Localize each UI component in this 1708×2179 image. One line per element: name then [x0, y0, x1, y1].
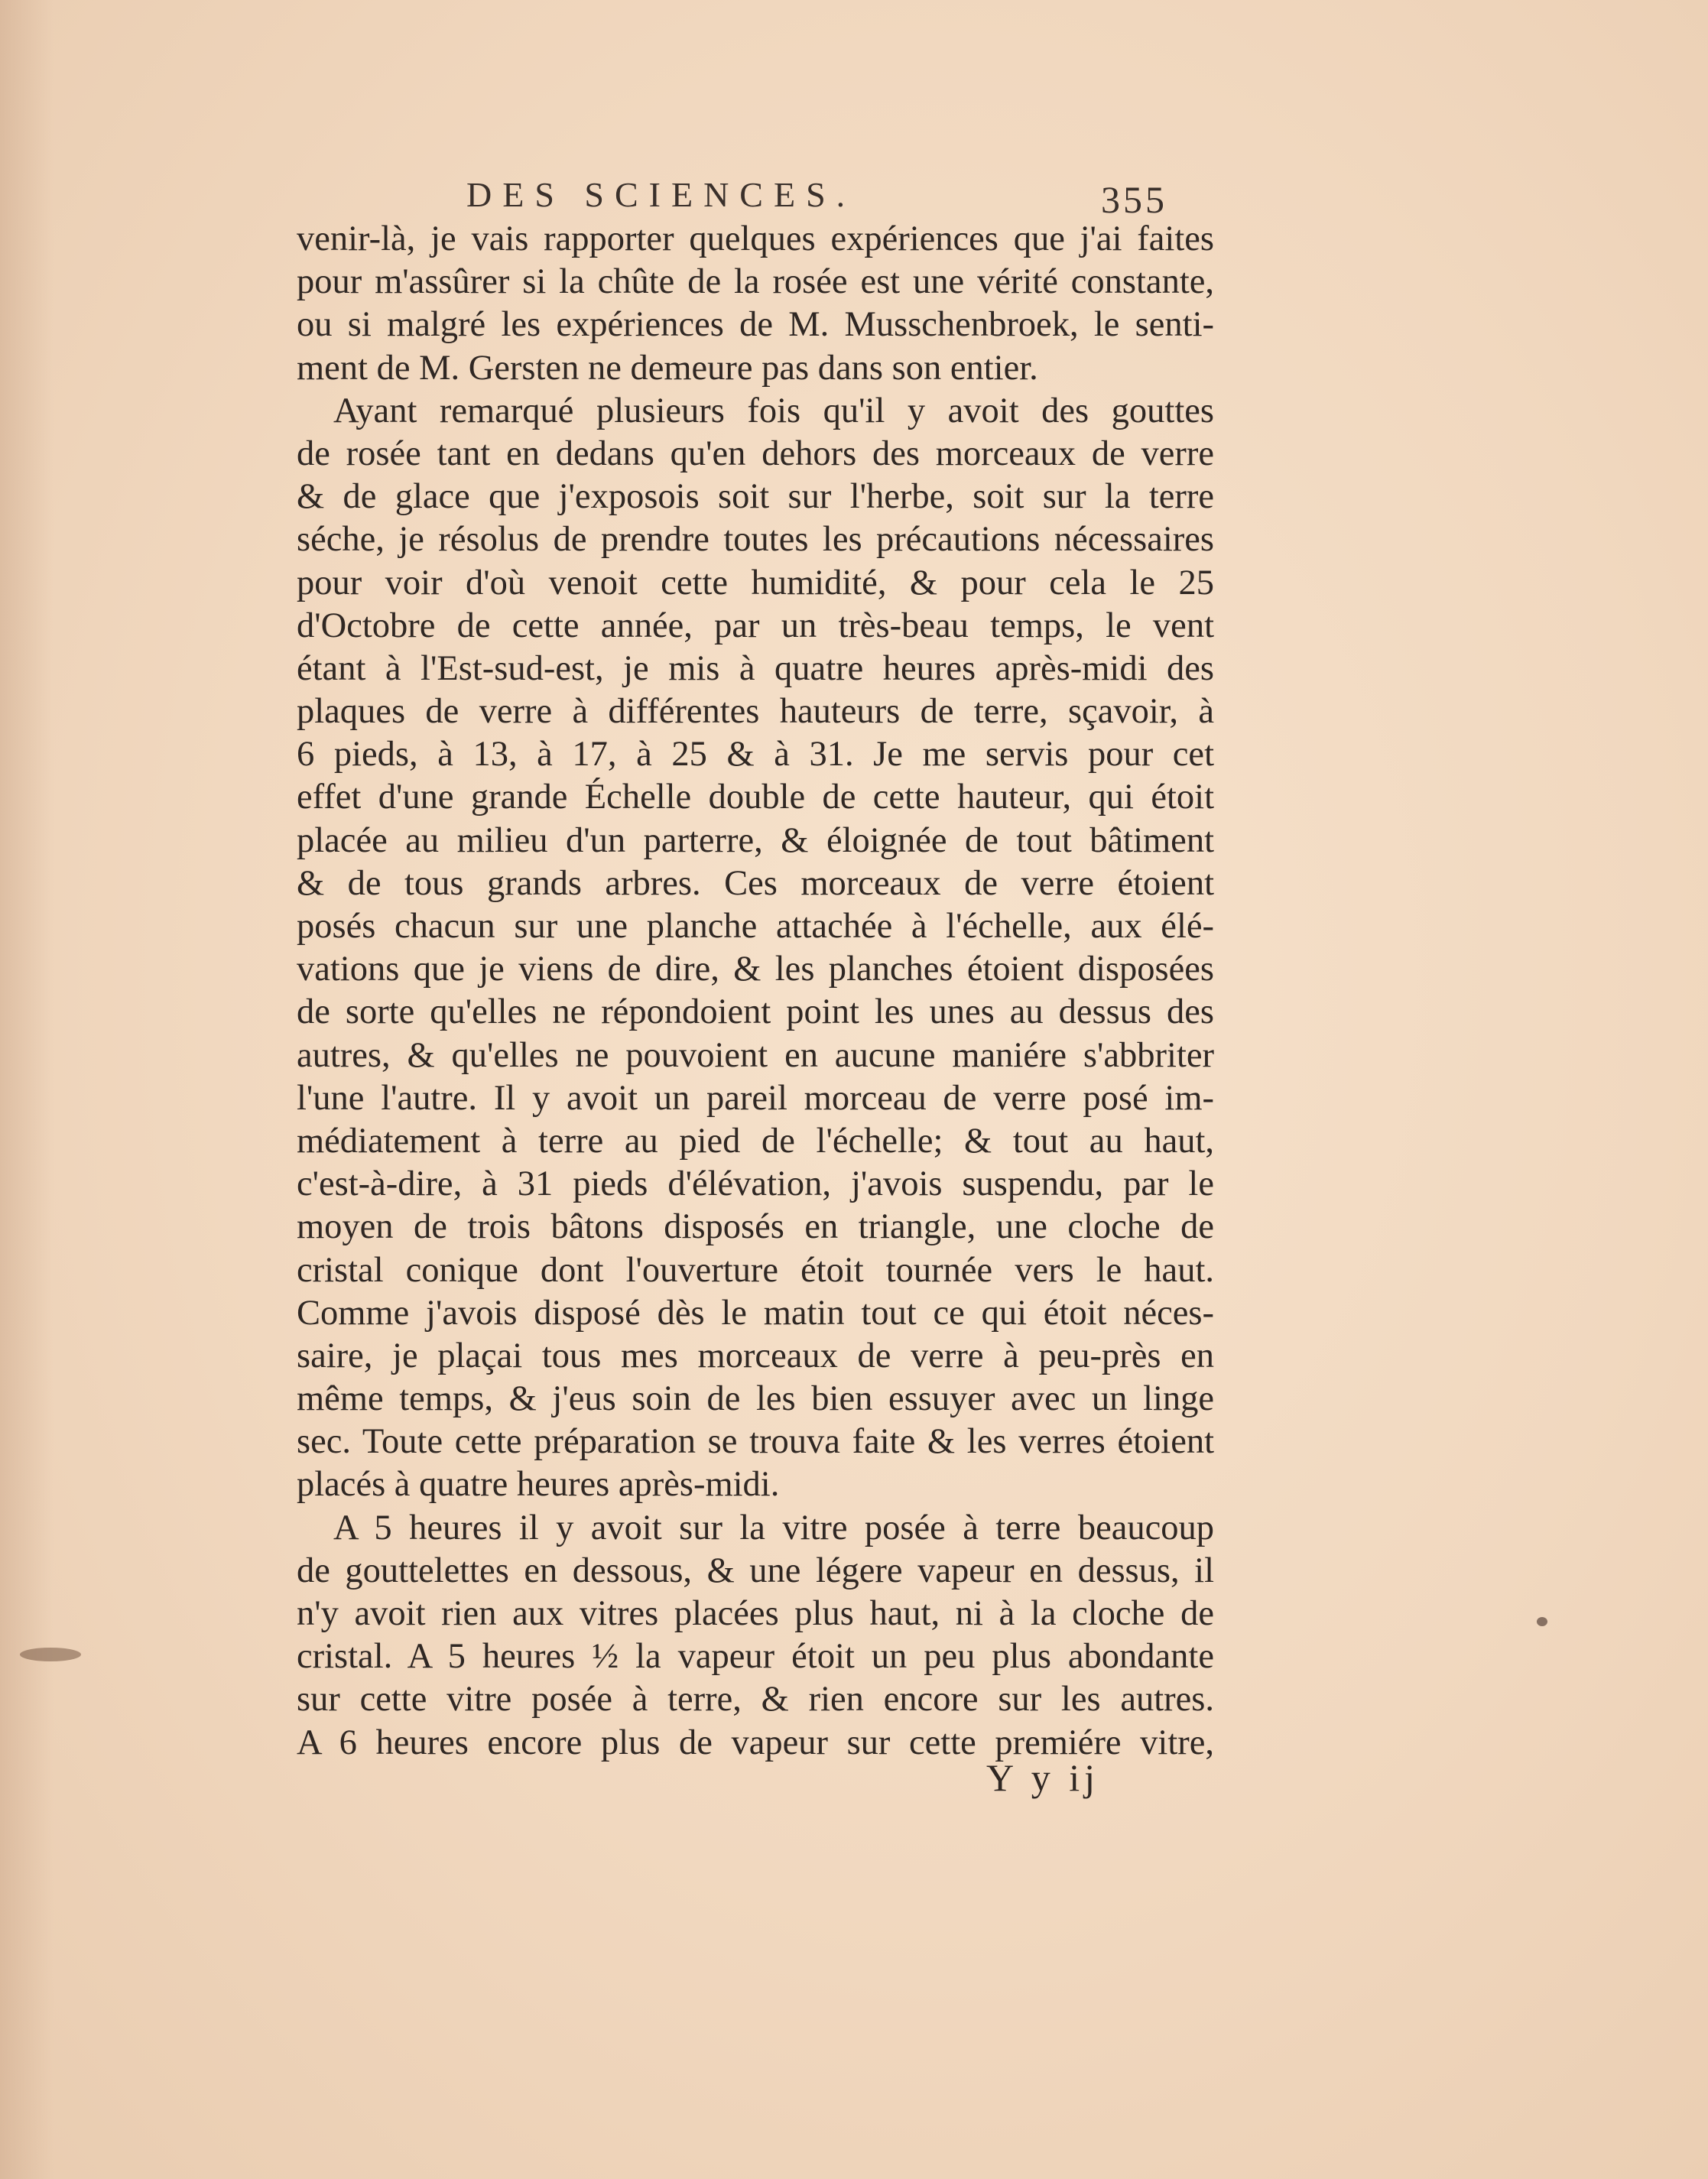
signature-mark: Y y ij — [986, 1756, 1100, 1799]
text-line: c'est-à-dire, à 31 pieds d'élévation, j'avois suspendu, par le — [297, 1164, 1214, 1204]
text-line: de gouttelettes en dessous, & une légere vapeur en dessus, il — [297, 1551, 1214, 1590]
text-line: posés chacun sur une planche attachée à l'échelle, aux élé- — [297, 907, 1214, 946]
text-line: Comme j'avois disposé dès le matin tout ce qui étoit néces- — [297, 1293, 1214, 1333]
text-line: de sorte qu'elles ne répondoient point les unes au dessus des — [297, 992, 1214, 1032]
text-line: pour voir d'où venoit cette humidité, & pour cela le 25 — [297, 563, 1214, 602]
text-line: autres, & qu'elles ne pouvoient en aucune maniére s'abbriter — [297, 1035, 1214, 1075]
body-text — [297, 218, 1214, 1765]
text-line: & de glace que j'exposois soit sur l'herbe, soit sur la terre — [297, 477, 1214, 517]
text-line: ment de M. Gersten ne demeure pas dans son entier. — [297, 348, 1038, 388]
text-line: médiatement à terre au pied de l'échelle; & tout au haut, — [297, 1121, 1214, 1161]
text-line: cristal. A 5 heures ½ la vapeur étoit un peu plus abondante — [297, 1637, 1214, 1677]
text-line: n'y avoit rien aux vitres placées plus haut, ni à la cloche de — [297, 1594, 1214, 1633]
text-line: d'Octobre de cette année, par un très-beau temps, le vent — [297, 606, 1214, 645]
text-line: placés à quatre heures après-midi. — [297, 1465, 780, 1505]
page-fold-shadow — [0, 0, 54, 2179]
paper-stain — [20, 1648, 81, 1661]
text-line: l'une l'autre. Il y avoit un pareil morceau de verre posé im- — [297, 1078, 1214, 1118]
text-line: A 6 heures encore plus de vapeur sur cette premiére vitre, — [297, 1723, 1214, 1762]
text-line: Ayant remarqué plusieurs fois qu'il y avoit des gouttes — [333, 391, 1214, 430]
text-line: & de tous grands arbres. Ces morceaux de verre étoient — [297, 863, 1214, 903]
text-line: vations que je viens de dire, & les planches étoient disposées — [297, 950, 1214, 989]
text-line: plaques de verre à différentes hauteurs de terre, sçavoir, à — [297, 692, 1214, 732]
text-line: ou si malgré les expériences de M. Musschenbroek, le senti- — [297, 305, 1214, 345]
text-line: saire, je plaçai tous mes morceaux de verre à peu-près en — [297, 1336, 1214, 1375]
text-line: pour m'assûrer si la chûte de la rosée est une vérité constante, — [297, 262, 1214, 302]
text-line: A 5 heures il y avoit sur la vitre posée à terre beaucoup — [333, 1508, 1214, 1547]
text-line: étant à l'Est-sud-est, je mis à quatre heures après-midi des — [297, 648, 1214, 688]
text-line: même temps, & j'eus soin de les bien essuyer avec un linge — [297, 1379, 1214, 1419]
running-head: DES SCIENCES. — [466, 175, 856, 214]
text-line: séche, je résolus de prendre toutes les précautions nécessaires — [297, 520, 1214, 560]
text-line: effet d'une grande Échelle double de cette hauteur, qui étoit — [297, 778, 1214, 817]
text-line: venir-là, je vais rapporter quelques expériences que j'ai faites — [297, 219, 1214, 258]
text-line: de rosée tant en dedans qu'en dehors des morceaux de verre — [297, 434, 1214, 473]
text-line: moyen de trois bâtons disposés en triangle, une cloche de — [297, 1207, 1214, 1247]
text-line: 6 pieds, à 13, à 17, à 25 & à 31. Je me servis pour cet — [297, 735, 1214, 775]
text-line: sur cette vitre posée à terre, & rien encore sur les autres. — [297, 1680, 1214, 1719]
text-line: placée au milieu d'un parterre, & éloignée de tout bâtiment — [297, 820, 1214, 860]
text-line: cristal conique dont l'ouverture étoit tournée vers le haut. — [297, 1250, 1214, 1290]
page-number: 355 — [1101, 178, 1167, 221]
paper-spot — [1537, 1617, 1547, 1626]
text-line: sec. Toute cette préparation se trouva faite & les verres étoient — [297, 1422, 1214, 1462]
